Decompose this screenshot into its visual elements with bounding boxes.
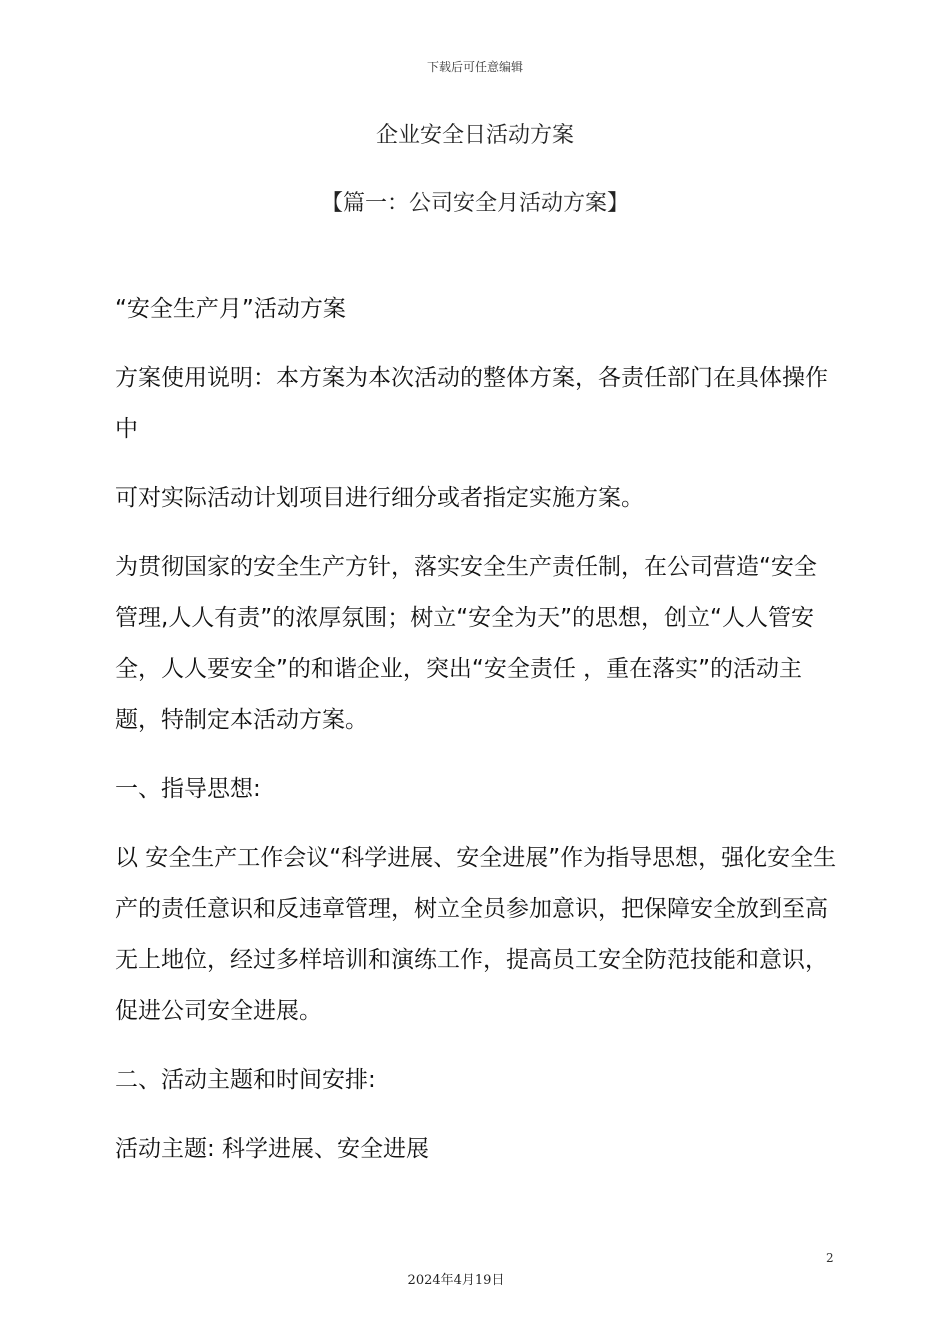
paragraph-campaign-title: “安全生产月”活动方案 <box>115 296 346 322</box>
section-heading-theme-schedule: 二、活动主题和时间安排: <box>115 1067 376 1093</box>
page-number: 2 <box>826 1251 834 1265</box>
document-body <box>115 284 837 1193</box>
paragraph-usage-note-continued: 可对实际活动计划项目进行细分或者指定实施方案。 <box>115 485 644 511</box>
document-title: 企业安全日活动方案 <box>375 123 574 148</box>
section-heading-guiding-ideology: 一、指导思想: <box>115 776 261 802</box>
footer-date: 2024年4月19日 <box>407 1273 505 1288</box>
paragraph-activity-theme: 活动主题: 科学进展、安全进展 <box>115 1136 430 1162</box>
paragraph-usage-note: 方案使用说明：本方案为本次活动的整体方案，各责任部门在具体操作中 <box>115 365 828 442</box>
paragraph-purpose: 为贯彻国家的安全生产方针，落实安全生产责任制，在公司营造“安全管理,人人有责”的浓厚氛围；树立“安全为天”的思想，创立“人人管安全，人人要安全”的和谐企业，突出“安全责任 ，重在落实”的活动主题，特制定本活动方案。 <box>115 554 817 733</box>
paragraph-guiding-ideology: 以 安全生产工作会议“科学进展、安全进展”作为指导思想，强化安全生产的责任意识和反违章管理，树立全员参加意识，把保障安全放到至高无上地位，经过多样培训和演练工作，提高员工安全防范技能和意识，促进公司安全进展。 <box>115 845 837 1024</box>
document-subtitle: 【篇一：公司安全月活动方案】 <box>320 191 629 216</box>
page-header-note: 下载后可任意编辑 <box>426 60 523 74</box>
